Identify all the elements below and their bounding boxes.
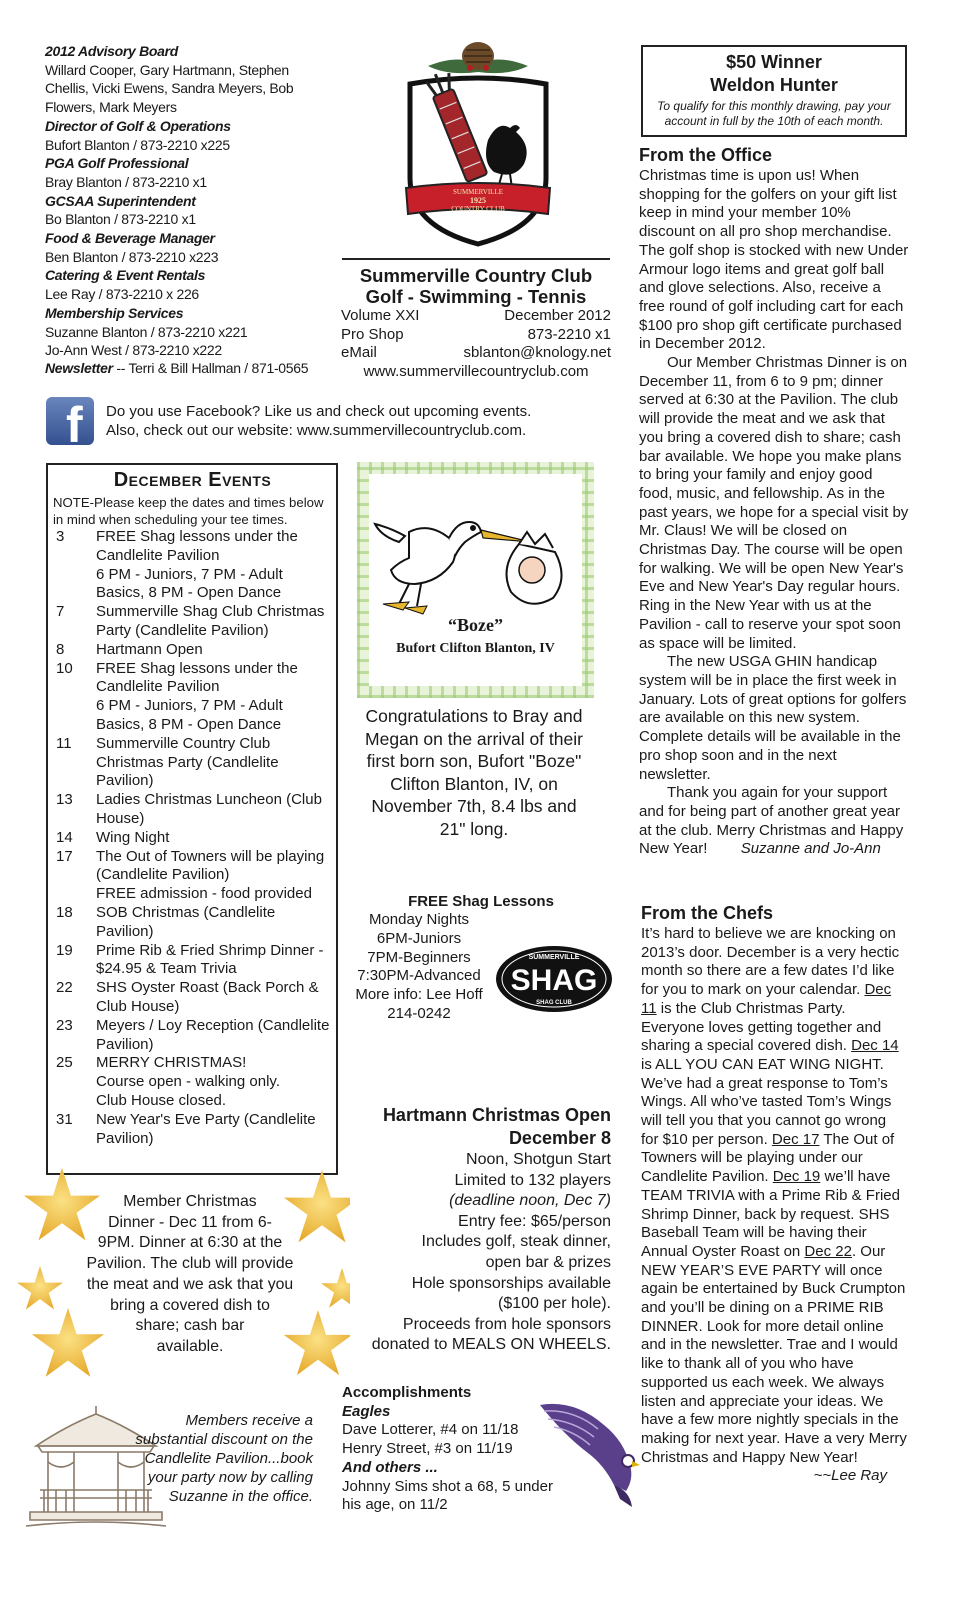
event-text: Wing Night — [96, 828, 170, 846]
event-day: 23 — [56, 1016, 73, 1034]
shag-club-logo — [494, 944, 614, 1014]
facebook-icon[interactable]: f — [46, 397, 94, 445]
chefs-date-5: Dec 22 — [804, 1242, 852, 1260]
staff-heading: Catering & Event Rentals — [45, 267, 206, 284]
logo-year: 1925 — [470, 196, 486, 205]
chefs-date-4: Dec 19 — [772, 1168, 821, 1186]
proshop-phone: 873-2210 x1 — [527, 325, 611, 343]
event-row — [53, 791, 332, 829]
event-day: 25 — [56, 1054, 73, 1072]
staff-heading: Food & Beverage Manager — [45, 230, 215, 247]
december-events — [46, 463, 338, 1175]
shag-line: 7PM-Beginners — [367, 948, 471, 966]
office-signature: Suzanne and Jo-Ann — [740, 840, 881, 858]
pavilion-notice — [115, 1411, 313, 1506]
dinner-line: Dinner - Dec 11 from 6- — [108, 1213, 272, 1231]
congrats-line: November 7th, 8.4 lbs and — [371, 796, 577, 817]
eagle-illustration — [534, 1395, 644, 1515]
dinner-line: Member Christmas — [123, 1193, 257, 1210]
event-row — [53, 528, 332, 603]
event-text: Summerville Country Club Christmas Party (Candlelite Pavilion) — [96, 734, 279, 790]
event-row — [53, 1111, 332, 1149]
office-p4: The new USGA GHIN handicap system will be in place the first week in January. Lots of great options for golfers are available on this new system. Complete details will be available in the pro shop soon and in the next newsletter. — [639, 653, 907, 783]
eagle-line: Dave Lotterer, #4 on 11/18 — [342, 1421, 519, 1439]
club-title: Summerville Country Club — [359, 265, 593, 286]
baby-name: Bufort Clifton Blanton, IV — [396, 641, 555, 656]
hartmann-title: Hartmann Christmas Open — [382, 1105, 611, 1125]
email-link[interactable]: sblanton@knology.net — [463, 344, 611, 362]
event-text: SOB Christmas (Candlelite Pavilion) — [96, 903, 276, 940]
chefs-date-1: Dec 11 — [641, 981, 892, 1017]
baby-card — [357, 462, 594, 698]
congrats-line: Congratulations to Bray and — [365, 706, 583, 726]
shag-line: 214-0242 — [387, 1004, 451, 1022]
hartmann-line: open bar & prizes — [485, 1253, 611, 1271]
shag-line: More info: Lee Hoff — [355, 986, 483, 1004]
chefs-text-5: we’ll have TEAM TRIVIA with a Prime Rib & Fried Shrimp Dinner, back by request. SHS Baseball Team will be having their Annual Oyster Roast on — [641, 1168, 900, 1260]
newsletter-line — [45, 359, 335, 378]
email-label: eMail — [341, 344, 377, 362]
winner-amount: $50 Winner — [726, 52, 822, 72]
event-row — [53, 603, 332, 641]
shag-line: 6PM-Juniors — [376, 929, 462, 947]
staff-line: Lee Ray / 873-2210 x 226 — [45, 286, 199, 303]
office-p1: Christmas time is upon us! When shopping for the golfers on your gift list keep in mind your member 10% discount on all pro shop merchandise. The golf shop is stocked with new Under Armour logo items and great golf ball and glove selections. Also, receive a free round of golf including cart for each $100 pro shop gift certificate purchased in December 2012. — [639, 167, 909, 353]
accomplishments-title: Accomplishments — [342, 1384, 472, 1401]
chefs-date-2: Dec 14 — [851, 1037, 899, 1055]
winner-note: To qualify for this monthly drawing, pay your account in full by the 10th of each month. — [657, 99, 891, 128]
shag-logo-bottom: SHAG CLUB — [536, 1000, 572, 1006]
shag-details — [344, 911, 494, 1024]
event-text: FREE Shag lessons under the Candlelite Pavilion 6 PM - Juniors, 7 PM - Adult Basics, 8 PM - Open Dance — [96, 659, 298, 733]
event-text: FREE Shag lessons under the Candlelite Pavilion 6 PM - Juniors, 7 PM - Adult Basics, 8 PM - Open Dance — [96, 528, 298, 602]
dinner-line: the meat and we ask that you — [86, 1275, 294, 1293]
event-text: Prime Rib & Fried Shrimp Dinner - $24.95 & Team Trivia — [96, 941, 324, 978]
masthead — [341, 264, 611, 381]
event-day: 14 — [56, 828, 73, 846]
chefs-text-1: It’s hard to believe we are knocking on 2013’s door. December is a very hectic month so there are a few dates I’d like for you to mark on your calendar. — [641, 925, 900, 999]
member-dinner-notice — [70, 1192, 310, 1358]
dinner-line: share; cash bar — [135, 1317, 245, 1335]
staff-heading: 2012 Advisory Board — [45, 43, 179, 59]
event-row — [53, 979, 332, 1017]
winner-box — [641, 45, 907, 137]
staff-line: Flowers, Mark Meyers — [45, 99, 177, 116]
congrats-line: 21" long. — [439, 818, 509, 839]
eagle-line: Henry Street, #3 on 11/19 — [342, 1440, 513, 1458]
other-line: Johnny Sims shot a 68, 5 under — [342, 1477, 553, 1495]
event-row — [53, 942, 332, 980]
congrats-line: Clifton Blanton, IV, on — [390, 773, 558, 794]
event-text: New Year's Eve Party (Candlelite Pavilion) — [96, 1110, 316, 1147]
dinner-line: available. — [156, 1337, 224, 1355]
staff-line: Bray Blanton / 873-2210 x1 — [45, 173, 207, 190]
staff-line: Bo Blanton / 873-2210 x1 — [45, 211, 196, 228]
event-day: 17 — [56, 847, 73, 865]
other-line: his age, on 11/2 — [342, 1496, 448, 1514]
staff-line: Jo-Ann West / 873-2210 x222 — [45, 342, 222, 359]
chefs-text-2: is the Club Christmas Party. Everyone loves getting together and sharing a special covered dish. — [641, 999, 882, 1055]
shag-logo-top: SUMMERVILLE — [528, 954, 580, 961]
event-day: 7 — [56, 603, 65, 621]
congrats-line: first born son, Bufort "Boze" — [366, 751, 582, 772]
facebook-text — [106, 402, 576, 440]
hartmann-line: Hole sponsorships available — [411, 1274, 611, 1292]
chefs-date-3: Dec 17 — [771, 1130, 820, 1148]
staff-heading: Membership Services — [45, 304, 184, 321]
dinner-line: bring a covered dish to — [110, 1296, 270, 1314]
winner-name: Weldon Hunter — [710, 75, 838, 95]
staff-heading: PGA Golf Professional — [45, 155, 189, 172]
shag-line: Monday Nights — [368, 911, 470, 928]
from-the-chefs — [641, 903, 907, 1486]
volume: Volume XXI — [341, 307, 420, 324]
chefs-signature: ~~Lee Ray — [813, 1467, 887, 1485]
event-text: Meyers / Loy Reception (Candlelite Pavilion) — [96, 1016, 330, 1053]
from-the-office — [639, 145, 909, 859]
hartmann-line: Limited to 132 players — [454, 1171, 611, 1189]
newsletter-text: -- Terri & Bill Hallman / 871-0565 — [112, 360, 309, 376]
event-list — [53, 528, 332, 1148]
website-link[interactable]: www.summervillecountryclub.com — [363, 362, 589, 380]
event-row — [53, 1017, 332, 1055]
event-day: 22 — [56, 979, 73, 997]
staff-heading: GCSAA Superintendent — [45, 192, 196, 209]
event-row — [53, 848, 332, 904]
event-day: 18 — [56, 903, 73, 921]
event-text: MERRY CHRISTMAS! Course open - walking only. Club House closed. — [96, 1054, 280, 1109]
events-note: NOTE-Please keep the dates and times below in mind when scheduling your tee times. — [53, 495, 324, 527]
hartmann-details — [345, 1150, 611, 1356]
stork-icon — [369, 492, 582, 622]
newsletter-label: Newsletter — [45, 360, 113, 376]
club-subtitle: Golf - Swimming - Tennis — [365, 286, 587, 307]
pavilion-line: your party now by calling — [147, 1469, 313, 1486]
hartmann-line: (deadline noon, Dec 7) — [449, 1192, 611, 1210]
facebook-line-2: Also, check out our website: www.summervillecountryclub.com. — [106, 422, 527, 439]
staff-line: Suzanne Blanton / 873-2210 x221 — [45, 323, 248, 340]
hartmann-open — [345, 1104, 611, 1356]
event-row — [53, 1054, 332, 1110]
office-p5-text: Thank you again for your support and for being part of another great year at the club. Merry Christmas and Happy New Year! — [639, 784, 904, 858]
staff-line: Willard Cooper, Gary Hartmann, Stephen — [45, 61, 289, 78]
event-day: 3 — [56, 528, 65, 545]
club-logo — [398, 28, 558, 253]
others-heading: And others ... — [342, 1458, 438, 1476]
chefs-title: From the Chefs — [641, 903, 774, 923]
office-p3: Ring in the New Year with us at the Pavilion - call to reserve your spot soon as space will be limited. — [639, 597, 901, 652]
office-p5 — [639, 784, 909, 859]
event-row — [53, 641, 332, 660]
event-day: 13 — [56, 791, 73, 809]
events-title: December Events — [113, 469, 272, 491]
pavilion-line: Suzanne in the office. — [168, 1488, 313, 1505]
event-text: Hartmann Open — [96, 640, 203, 658]
event-text: The Out of Towners will be playing (Candlelite Pavilion) FREE admission - food provided — [96, 847, 325, 903]
hartmann-line: Proceeds from hole sponsors — [402, 1315, 611, 1333]
baby-congrats — [346, 705, 602, 841]
chefs-text-6: . Our NEW YEAR’S EVE PARTY will once again be entertained by Buck Crumpton and you’ll be dining on a PRIME RIB DINNER. Look for more detail online and in the newsletter. Trae and I would like to thank all of you who have supported us each week. We always listen and appreciate your ideas. We have a few more nightly specials in the making for next year. Have a very Merry Christmas and Happy New Year! — [641, 1242, 907, 1466]
event-row — [53, 660, 332, 735]
chefs-body — [641, 925, 907, 1467]
chefs-text-4: The Out of Towners will be playing under our Candlelite Pavilion. — [641, 1130, 895, 1186]
hartmann-line: Includes golf, steak dinner, — [421, 1233, 611, 1251]
eagles-heading: Eagles — [342, 1402, 391, 1420]
event-row — [53, 829, 332, 848]
facebook-line-1: Do you use Facebook? Like us and check out upcoming events. — [106, 403, 532, 420]
masthead-rule — [342, 258, 610, 260]
event-day: 19 — [56, 941, 73, 959]
event-day: 11 — [56, 734, 72, 752]
issue-date: December 2012 — [504, 307, 611, 324]
staff-heading: Director of Golf & Operations — [45, 117, 231, 134]
shag-line: 7:30PM-Advanced — [357, 967, 481, 985]
hartmann-line: Noon, Shotgun Start — [466, 1151, 611, 1168]
pavilion-line: Candlelite Pavilion...book — [144, 1450, 313, 1467]
advisory-board — [45, 42, 315, 360]
staff-line: Bufort Blanton / 873-2210 x225 — [45, 136, 230, 153]
event-row — [53, 735, 332, 791]
office-title: From the Office — [639, 145, 773, 165]
event-text: Summerville Shag Club Christmas Party (Candlelite Pavilion) — [96, 603, 325, 639]
event-text: Ladies Christmas Luncheon (Club House) — [96, 791, 322, 827]
pavilion-line: substantial discount on the — [135, 1431, 313, 1448]
event-row — [53, 904, 332, 942]
event-day: 31 — [56, 1110, 73, 1128]
hartmann-line: donated to MEALS ON WHEELS. — [371, 1336, 611, 1354]
chefs-text-3: is ALL YOU CAN EAT WING NIGHT. We’ve had a great response to Tom’s Wings. All who’ve tasted Tom’s Wings will tell you that you cannot go wrong for $10 per person. — [641, 1055, 892, 1148]
logo-top-text: SUMMERVILLE — [453, 188, 503, 196]
baby-nickname: “Boze” — [448, 615, 503, 635]
congrats-line: Megan on the arrival of their — [365, 728, 583, 749]
proshop-label: Pro Shop — [341, 325, 404, 343]
hartmann-line: ($100 per hole). — [498, 1295, 611, 1313]
shag-logo-main: SHAG — [510, 964, 598, 997]
event-text: SHS Oyster Roast (Back Porch & Club House) — [96, 979, 319, 1015]
pavilion-line: Members receive a — [185, 1412, 313, 1429]
staff-line: Ben Blanton / 873-2210 x223 — [45, 248, 219, 265]
dinner-line: 9PM. Dinner at 6:30 at the — [97, 1234, 283, 1252]
shag-title: FREE Shag Lessons — [408, 893, 554, 910]
staff-line: Chellis, Vicki Ewens, Sandra Meyers, Bob — [45, 80, 294, 97]
hartmann-line: Entry fee: $65/person — [458, 1212, 611, 1230]
event-day: 10 — [56, 659, 73, 677]
logo-bottom-text: COUNTRY CLUB — [451, 205, 505, 213]
dinner-line: Pavilion. The club will provide — [86, 1255, 294, 1273]
office-p2: Our Member Christmas Dinner is on December 11, from 6 to 9 pm; dinner served at 6:30 at the Pavilion. The club will provide the meat and we ask that you bring a covered dish to share; cash bar available. We hope you make plans to bring your family and enjoy good food, music, and fellowship. As in the past years, we hope for a special visit by Mr. Claus! We will be closed on Christmas Day. The course will be open for walking. We will be open New Year's Eve and New Year's Day regular hours. — [639, 354, 909, 596]
event-day: 8 — [56, 640, 65, 658]
hartmann-date: December 8 — [508, 1128, 611, 1148]
